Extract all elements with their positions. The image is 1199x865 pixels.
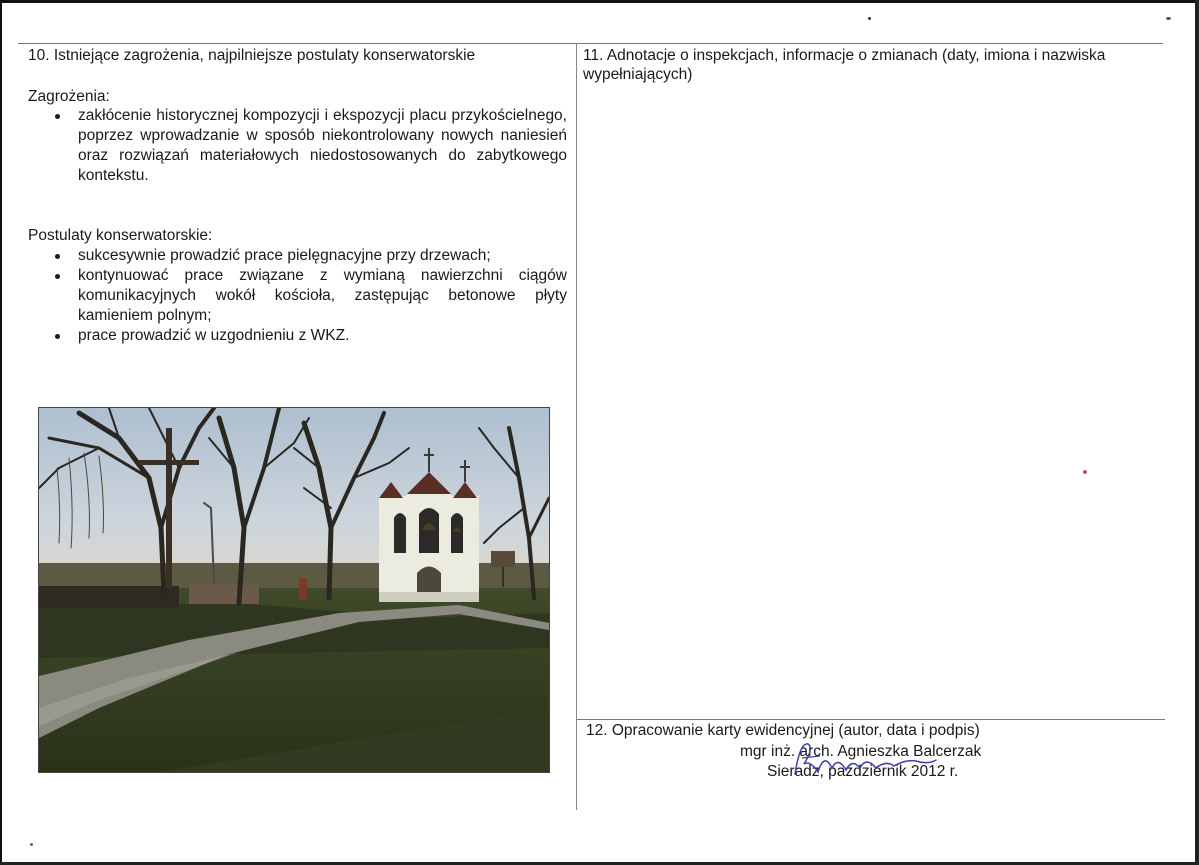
section-11-title: 11. Adnotacje o inspekcjach, informacje o zmianach (daty, imiona i nazwiska wypełniających) <box>583 47 1106 83</box>
bullet-icon <box>55 114 60 119</box>
column-divider <box>576 43 577 810</box>
handwritten-signature <box>790 732 940 782</box>
scan-speck <box>1083 470 1087 474</box>
scan-speck <box>30 843 33 846</box>
list-item <box>28 266 567 326</box>
bullet-icon <box>55 334 60 339</box>
postulates-heading: Postulaty konserwatorskie: <box>28 227 213 244</box>
scan-border-top <box>0 0 1199 3</box>
threat-text: zakłócenie historycznej kompozycji i ekspozycji placu przykościelnego, poprzez wprowadzanie w sposób niekontrolowany nowych naniesień oraz rozwiązań materiałowych niedostosowanych do zabytkowego kontekstu. <box>78 107 567 184</box>
scan-speck <box>1166 17 1171 20</box>
place-date: Sieradz, październik 2012 r. <box>767 763 959 780</box>
threats-list <box>28 106 567 186</box>
postulate-text: prace prowadzić w uzgodnieniu z WKZ. <box>78 327 350 344</box>
scan-speck <box>868 17 871 20</box>
section-12-rule <box>577 719 1165 720</box>
scan-border-left <box>0 0 2 865</box>
list-item <box>28 106 567 186</box>
author-name: mgr inż. arch. Agnieszka Balcerzak <box>740 743 982 760</box>
postulate-text: sukcesywnie prowadzić prace pielęgnacyjne przy drzewach; <box>78 247 491 264</box>
belfry-photo <box>38 407 550 773</box>
list-item <box>28 246 567 266</box>
postulate-text: kontynuować prace związane z wymianą nawierzchni ciągów komunikacyjnych wokół kościoła, zastępując betonowe płyty kamieniem polnym; <box>78 267 567 324</box>
table-top-rule <box>18 43 1163 44</box>
scan-border-right <box>1195 0 1199 865</box>
threats-heading: Zagrożenia: <box>28 88 110 105</box>
list-item <box>28 326 567 346</box>
section-10-title: 10. Istniejące zagrożenia, najpilniejsze postulaty konserwatorskie <box>28 47 476 64</box>
bullet-icon <box>55 274 60 279</box>
bullet-icon <box>55 254 60 259</box>
postulates-list <box>28 246 567 346</box>
section-12-title: 12. Opracowanie karty ewidencyjnej (autor, data i podpis) <box>586 722 980 739</box>
